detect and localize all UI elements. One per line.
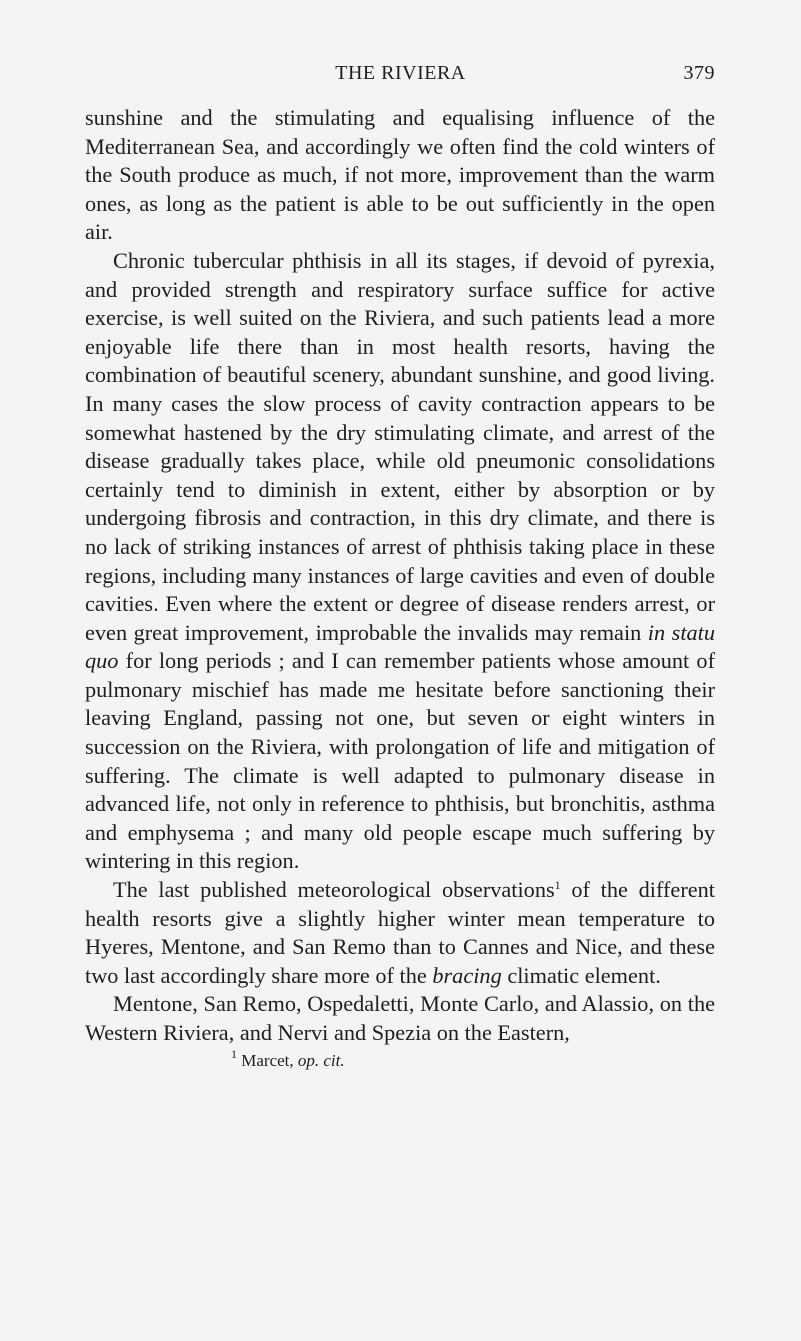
paragraph-3-text-b: of the different health resorts give a slightly higher winter mean temperature to Hyeres, Mentone, and San Remo than to Cannes and Nice, and these two last accordingly share more of the	[85, 877, 715, 988]
paragraph-4-text: Mentone, San Remo, Ospedaletti, Monte Carlo, and Alassio, on the Western Riviera, and Nervi and Spezia on the Eastern,	[85, 991, 715, 1045]
paragraph-3	[85, 876, 715, 990]
body-text	[85, 104, 715, 1072]
footnote-reference: 1	[554, 878, 561, 893]
paragraph-1-text: sunshine and the stimulating and equalising influence of the Mediterranean Sea, and accordingly we often find the cold winters of the South produce as much, if not more, improvement than the warm ones, as long as the patient is able to be out sufficiently in the open air.	[85, 105, 715, 245]
footnote-marker: 1	[231, 1046, 237, 1061]
running-head: THE RIVIERA	[335, 62, 466, 84]
paragraph-3-text-c: climatic element.	[507, 962, 661, 988]
footnote	[85, 1046, 715, 1072]
paragraph-2-italic: in statu quo	[85, 619, 716, 674]
paragraph-2-text-a: Chronic tubercular phthisis in all its stages, if devoid of pyrexia, and provided strength and respiratory surface suffice for active exercise, is well suited on the Riviera, and such patients lead a more enjoyable life there than in most health resorts, having the combination of beautiful scenery, abundant sunshine, and good living. In many cases the slow process of cavity contraction appears to be somewhat hastened by the dry stimulating climate, and arrest of the disease gradually takes place, while old pneumonic consolidations certainly tend to diminish in extent, either by absorption or by undergoing fibrosis and contraction, in this dry climate, and there is no lack of striking instances of arrest of phthisis taking place in these regions, including many instances of large cavities and even of double cavities. Even where the extent or degree of disease renders arrest, or even great improvement, improbable the invalids may remain	[85, 247, 715, 645]
footnote-reference-text: op. cit.	[297, 1050, 345, 1070]
paragraph-3-italic: bracing	[432, 962, 502, 988]
footnote-author: Marcet,	[241, 1050, 294, 1070]
page-number: 379	[683, 62, 715, 84]
paragraph-3-text-a: The last published meteorological observations	[113, 877, 555, 903]
paragraph-4	[85, 990, 715, 1047]
paragraph-2	[85, 247, 715, 876]
paragraph-2-text-b: for long periods ; and I can remember patients whose amount of pulmonary mischief has made me hesitate before sanctioning their leaving England, passing not one, but seven or eight winters in succession on the Riviera, with prolongation of life and mitigation of suffering. The climate is well adapted to pulmonary disease in advanced life, not only in reference to phthisis, but bronchitis, asthma and emphysema ; and many old people escape much suffering by wintering in this region.	[85, 648, 716, 874]
paragraph-1	[85, 104, 715, 247]
page-header	[0, 62, 801, 92]
